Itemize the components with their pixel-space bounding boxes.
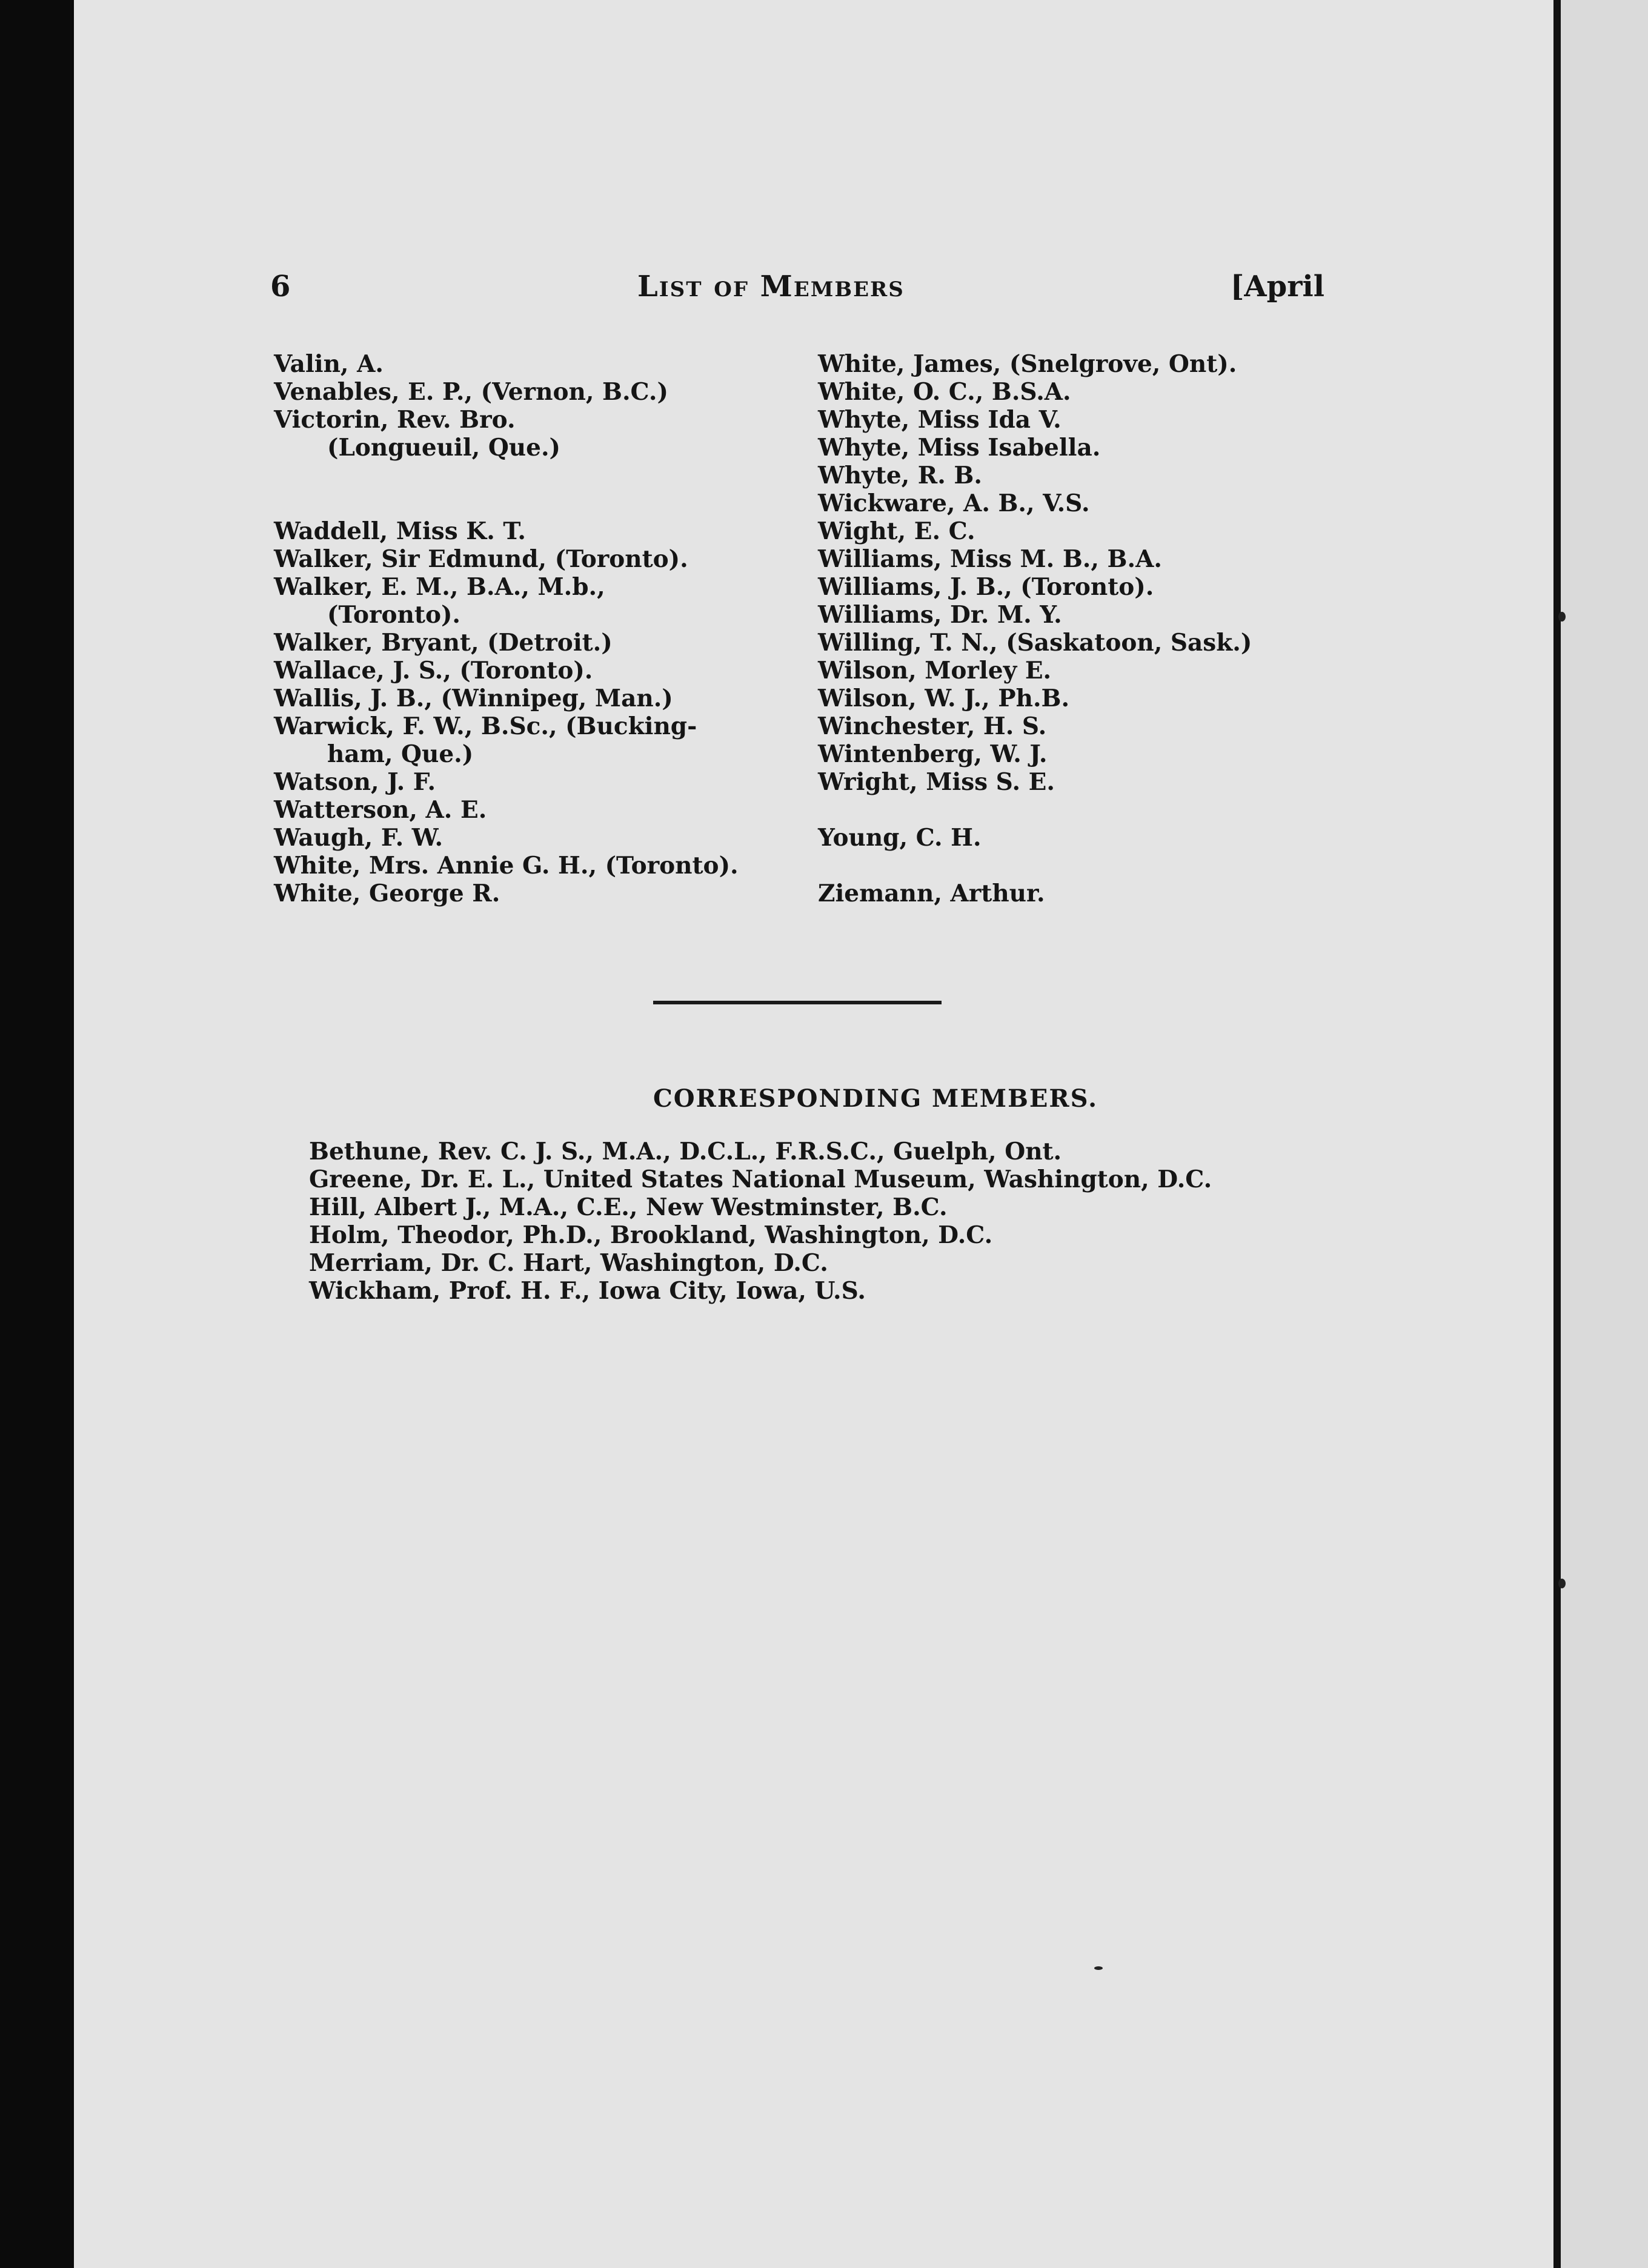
- corresponding-member-entry: Greene, Dr. E. L., United States National Museum, Washington, D.C.: [309, 1166, 1212, 1193]
- member-entry: White, George R.: [274, 880, 500, 907]
- header-month: [April: [1230, 270, 1324, 303]
- member-entry: Walker, Sir Edmund, (Toronto).: [274, 545, 688, 573]
- member-entry: Wilson, W. J., Ph.B.: [818, 685, 1070, 712]
- corresponding-member-entry: Wickham, Prof. H. F., Iowa City, Iowa, U.S.: [309, 1277, 866, 1305]
- corresponding-member-entry: Hill, Albert J., M.A., C.E., New Westminster, B.C.: [309, 1193, 948, 1221]
- member-entry: Waddell, Miss K. T.: [274, 517, 526, 545]
- member-entry: Ziemann, Arthur.: [818, 880, 1045, 907]
- adjacent-page-edge: [1561, 0, 1648, 2268]
- member-entry: Wight, E. C.: [818, 517, 975, 545]
- member-entry: Williams, J. B., (Toronto).: [818, 573, 1154, 601]
- page-sheet: [74, 0, 1553, 2268]
- member-entry: Wilson, Morley E.: [818, 657, 1052, 685]
- member-entry: Williams, Dr. M. Y.: [818, 601, 1062, 629]
- page-number: 6: [270, 270, 291, 303]
- member-entry: [274, 489, 795, 517]
- scan-speck: [1558, 1579, 1566, 1588]
- member-entry: Wallis, J. B., (Winnipeg, Man.): [274, 685, 673, 712]
- member-entry: Wright, Miss S. E.: [818, 768, 1055, 796]
- member-entry: Wintenberg, W. J.: [818, 740, 1048, 768]
- member-entry: Wallace, J. S., (Toronto).: [274, 657, 593, 685]
- member-entry: Williams, Miss M. B., B.A.: [818, 545, 1162, 573]
- running-header: [270, 270, 1324, 318]
- member-entry: Walker, Bryant, (Detroit.): [274, 629, 613, 657]
- corresponding-members-heading: CORRESPONDING MEMBERS.: [653, 1084, 1098, 1113]
- corresponding-members-list: [309, 1138, 1212, 1305]
- member-entry: [274, 462, 795, 489]
- member-entry: Valin, A.: [274, 350, 384, 378]
- section-divider: [653, 1001, 942, 1004]
- member-entry: Victorin, Rev. Bro.: [274, 406, 516, 434]
- member-entry: Watson, J. F.: [274, 768, 436, 796]
- member-entry: White, Mrs. Annie G. H., (Toronto).: [274, 852, 739, 880]
- members-column-left: [274, 350, 795, 907]
- member-entry: Waugh, F. W.: [274, 824, 444, 852]
- member-entry: Whyte, Miss Ida V.: [818, 406, 1062, 434]
- member-entry: Young, C. H.: [818, 824, 982, 852]
- member-entry: (Longueuil, Que.): [327, 434, 560, 462]
- members-column-right: [818, 350, 1351, 907]
- member-entry: White, James, (Snelgrove, Ont).: [818, 350, 1237, 378]
- member-entry: Whyte, Miss Isabella.: [818, 434, 1101, 462]
- member-entry: Willing, T. N., (Saskatoon, Sask.): [818, 629, 1252, 657]
- member-entry: [818, 852, 1351, 880]
- member-entry: Warwick, F. W., B.Sc., (Bucking-: [274, 712, 697, 740]
- corresponding-member-entry: Holm, Theodor, Ph.D., Brookland, Washington, D.C.: [309, 1221, 993, 1249]
- member-entry: ham, Que.): [327, 740, 474, 768]
- corresponding-member-entry: Merriam, Dr. C. Hart, Washington, D.C.: [309, 1249, 828, 1277]
- member-entry: White, O. C., B.S.A.: [818, 378, 1071, 406]
- page-gutter: [1553, 0, 1561, 2268]
- member-entry: [818, 796, 1351, 824]
- scan-speck: [1094, 1966, 1103, 1970]
- member-entry: Watterson, A. E.: [274, 796, 487, 824]
- member-entry: Whyte, R. B.: [818, 462, 982, 489]
- member-entry: Wickware, A. B., V.S.: [818, 489, 1090, 517]
- member-entry: Walker, E. M., B.A., M.b.,: [274, 573, 605, 601]
- member-entry: Venables, E. P., (Vernon, B.C.): [274, 378, 668, 406]
- page-title: List of Members: [637, 270, 905, 303]
- member-entry: (Toronto).: [327, 601, 460, 629]
- scan-speck: [1558, 612, 1566, 622]
- member-entry: Winchester, H. S.: [818, 712, 1047, 740]
- corresponding-member-entry: Bethune, Rev. C. J. S., M.A., D.C.L., F.R.S.C., Guelph, Ont.: [309, 1138, 1062, 1166]
